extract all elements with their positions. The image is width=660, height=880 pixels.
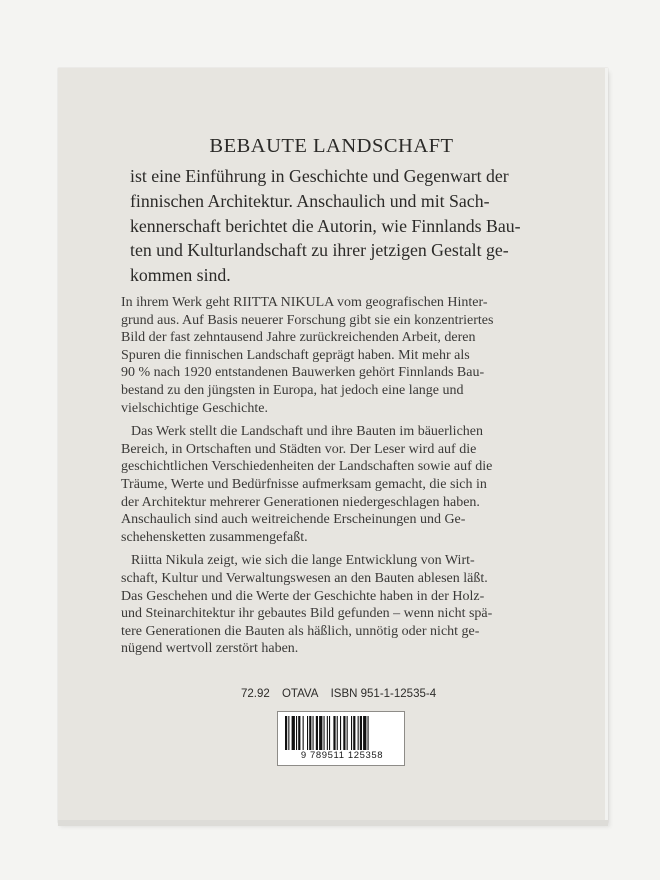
body-line: Das Werk stellt die Landschaft und ihre Bauten im bäuerlichen (131, 424, 484, 440)
body-line: Riitta Nikula zeigt, wie sich die lange Entwicklung von Wirt- (131, 553, 475, 569)
cover-title: BEBAUTE LANDSCHAFT (209, 135, 454, 157)
body-line: der Architektur mehrerer Generationen niedergeschlagen haben. (121, 494, 480, 510)
body-line: schehensketten zusammengefaßt. (121, 529, 308, 545)
body-line: vielschichtige Geschichte. (121, 400, 268, 416)
book-back-cover (58, 68, 608, 823)
book-page-edge (58, 820, 608, 826)
body-line: und Steinarchitektur ihr gebautes Bild gefunden – wenn nicht spä- (121, 606, 493, 622)
publisher-name: OTAVA (281, 688, 319, 700)
paragraph-2 (121, 423, 557, 546)
publication-info (241, 688, 445, 700)
lead-line: ist eine Einführung in Geschichte und Gegenwart der (130, 166, 509, 186)
lead-line: ten und Kulturlandschaft zu ihrer jetzigen Gestalt ge- (130, 240, 509, 261)
body-line: schaft, Kultur und Verwaltungswesen an den Bauten ablesen läßt. (121, 570, 488, 586)
lead-line: finnischen Architektur. Anschaulich und mit Sach- (130, 190, 490, 211)
body-text (121, 294, 557, 658)
isbn-text: ISBN 951-1-12535-4 (330, 688, 437, 700)
lead-text (130, 164, 540, 288)
barcode (277, 711, 405, 766)
body-line: nügend wertvoll zerstört haben. (121, 641, 299, 657)
body-line: Das Geschehen und die Werte der Geschichte haben in der Holz- (121, 588, 485, 604)
body-line: In ihrem Werk geht RIITTA NIKULA vom geografischen Hinter- (121, 295, 488, 310)
body-line: Bild der fast zehntausend Jahre zurückreichenden Arbeit, deren (121, 330, 476, 346)
paragraph-3 (121, 552, 557, 658)
barcode-number: 9 789511 125358 (300, 750, 384, 761)
paragraph-1 (121, 294, 557, 417)
body-line: Träume, Werte und Bedürfnisse aufmerksam gemacht, die sich in (121, 476, 487, 492)
body-line: Anschaulich sind auch weitreichende Erscheinungen und Ge- (121, 512, 466, 528)
body-line: tere Generationen die Bauten als häßlich, unnötig oder nicht ge- (121, 623, 480, 639)
body-line: 90 % nach 1920 entstandenen Bauwerken gehört Finnlands Bau- (121, 365, 485, 381)
body-line: Bereich, in Ortschaften und Städten vor. Der Leser wird auf die (121, 441, 477, 457)
body-line: Spuren die finnischen Landschaft geprägt haben. Mit mehr als (121, 347, 470, 363)
lead-line: kommen sind. (130, 265, 231, 286)
lead-line: kennerschaft berichtet die Autorin, wie Finnlands Bau- (130, 215, 521, 236)
class-code: 72.92 (241, 688, 270, 700)
body-line: geschichtlichen Verschiedenheiten der Landschaften sowie auf die (121, 459, 493, 475)
body-line: grund aus. Auf Basis neuerer Forschung gibt sie ein konzentriertes (121, 312, 494, 328)
body-line: bestand zu den jüngsten in Europa, hat jedoch eine lange und (121, 382, 464, 398)
barcode-bars (284, 716, 398, 750)
